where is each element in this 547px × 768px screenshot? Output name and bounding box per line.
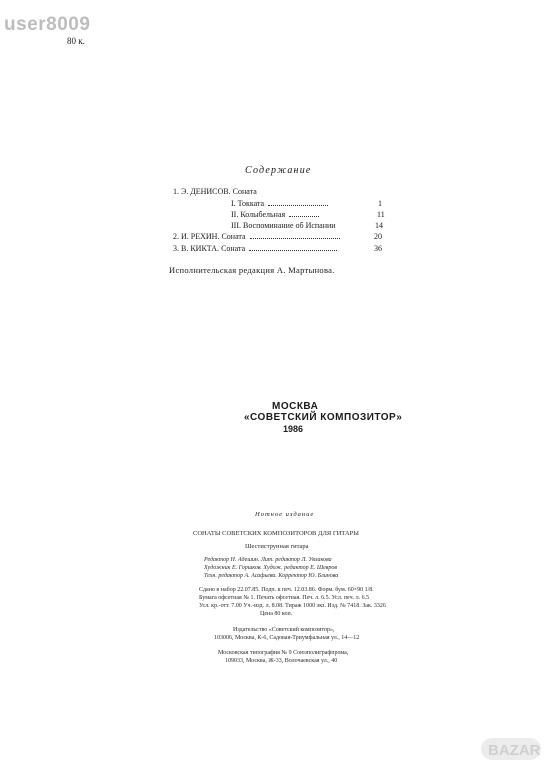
watermark: user8009 (4, 14, 91, 35)
colophon-price: Цена 80 коп. (260, 611, 293, 617)
svg-text:BAZAR: BAZAR (488, 742, 541, 759)
toc-entry-author: Э. ДЕНИСОВ. (181, 187, 231, 196)
toc-movement (231, 199, 383, 208)
toc-page-number: 36 (374, 244, 382, 253)
toc-movement-label: I. Токката (231, 199, 265, 208)
colophon-printer-line: 109033, Москва, Ж-33, Волочаевская ул., 40 (225, 658, 338, 664)
bazar-logo (479, 734, 543, 764)
toc-entry (173, 244, 383, 253)
toc-entry-work: Соната (232, 187, 257, 196)
colophon-printer-line: Московская типография № 9 Союзполиграфпрома, (218, 650, 349, 656)
toc-entry-work: Соната (221, 244, 246, 253)
toc-entry (173, 187, 257, 196)
colophon-print-line: Бумага офсетная № 1. Печать офсетная. Печ. л. 6.5. Усл. печ. л. 6.5 (199, 595, 370, 601)
toc-entry-index: 1. (173, 187, 179, 196)
colophon-instrument: Шестиструнная гитара (245, 543, 309, 550)
toc-movement (231, 210, 383, 219)
imprint-city: МОСКВА (272, 401, 319, 412)
colophon-edition-type: Нотное издание (255, 511, 315, 518)
toc-leader-dots (249, 250, 337, 251)
toc-page-number: 1 (378, 199, 382, 208)
toc-entry-index: 2. (173, 232, 179, 241)
colophon-staff-line: Художник Е. Горшков. Худож. редактор Е. Шевров (204, 565, 337, 571)
price-label: 80 к. (67, 36, 85, 46)
editor-credit: Исполнительская редакция А. Мартынова. (169, 265, 335, 275)
colophon-print-line: Усл. кр.-отт. 7.00 Уч.-изд. л. 8.08. Тираж 1000 экз. Изд. № 7418. Зак. 3326 (199, 603, 386, 609)
toc-entry-work: Соната (221, 232, 246, 241)
imprint-year: 1986 (283, 424, 304, 434)
toc-page-number: 20 (374, 232, 382, 241)
toc-movement-label: II. Колыбельная (231, 210, 286, 219)
colophon-print-line: Сдано в набор 22.07.85. Подп. к печ. 12.03.86. Форм. бум. 60×90 1/8. (199, 587, 374, 593)
toc-title: Содержание (245, 165, 312, 176)
toc-entry (173, 232, 383, 241)
toc-leader-dots (268, 205, 328, 206)
toc-page-number: 14 (375, 221, 383, 230)
toc-page-number: 11 (377, 210, 385, 219)
colophon-staff-line: Техн. редактор А. Асафьева. Корректор Ю. Блинова (204, 573, 339, 579)
toc-leader-dots (289, 216, 319, 217)
colophon-staff-line: Редактор Н. Адешин. Лит. редактор Л. Увлакова (204, 557, 332, 563)
toc-entry-author: В. КИКТА. (181, 244, 220, 253)
toc-leader-dots (250, 238, 340, 239)
colophon-publisher-line: 103006, Москва, К-6, Садовая-Триумфальная ул., 14—12 (214, 635, 360, 641)
toc-entry-index: 3. (173, 244, 179, 253)
colophon-publisher-line: Издательство «Советский композитор», (233, 627, 335, 633)
toc-movement (231, 221, 383, 230)
toc-movement-label: III. Воспоминание об Испании (231, 221, 336, 230)
colophon-book-title: СОНАТЫ СОВЕТСКИХ КОМПОЗИТОРОВ ДЛЯ ГИТАРЫ (193, 530, 359, 537)
toc-entry-author: И. РЕХИН. (181, 232, 220, 241)
imprint-publisher: «СОВЕТСКИЙ КОМПОЗИТОР» (244, 412, 403, 423)
